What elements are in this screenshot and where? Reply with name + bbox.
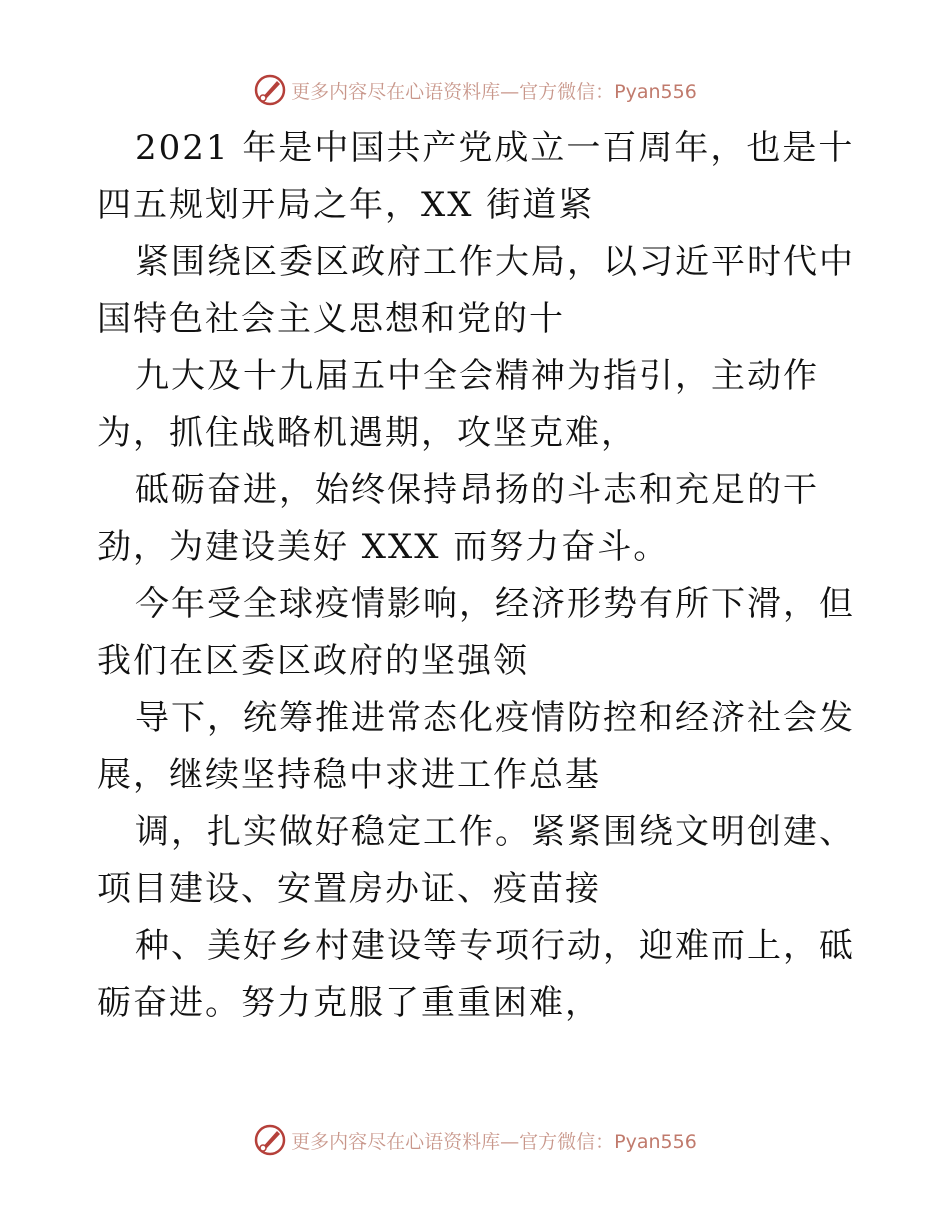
paragraph: 砥砺奋进，始终保持昂扬的斗志和充足的干劲，为建设美好 XXX 而努力奋斗。 — [97, 470, 819, 567]
wechat-id: Pyan556 — [614, 80, 697, 103]
paragraph: 调，扎实做好稳定工作。紧紧围绕文明创建、项目建设、安置房办证、疫苗接 — [97, 812, 855, 909]
watermark-text: 更多内容尽在心语资料库—官方微信：Pyan556 — [291, 80, 697, 103]
document-body — [97, 120, 857, 1032]
paragraph: 2021 年是中国共产党成立一百周年，也是十四五规划开局之年，XX 街道紧 — [97, 128, 855, 225]
watermark-text: 更多内容尽在心语资料库—官方微信：Pyan556 — [291, 1130, 697, 1153]
quill-pen-logo-icon — [253, 1123, 287, 1157]
paragraph: 九大及十九届五中全会精神为指引，主动作为，抓住战略机遇期，攻坚克难， — [97, 356, 819, 453]
paragraph: 紧围绕区委区政府工作大局，以习近平时代中国特色社会主义思想和党的十 — [97, 242, 855, 339]
paragraph: 今年受全球疫情影响，经济形势有所下滑，但我们在区委区政府的坚强领 — [97, 584, 855, 681]
header-watermark-banner — [0, 70, 950, 110]
wechat-id: Pyan556 — [614, 1130, 697, 1153]
footer-watermark-banner — [0, 1120, 950, 1160]
quill-pen-logo-icon — [253, 73, 287, 107]
paragraph: 种、美好乡村建设等专项行动，迎难而上，砥砺奋进。努力克服了重重困难， — [97, 926, 855, 1023]
paragraph: 导下，统筹推进常态化疫情防控和经济社会发展，继续坚持稳中求进工作总基 — [97, 698, 855, 795]
